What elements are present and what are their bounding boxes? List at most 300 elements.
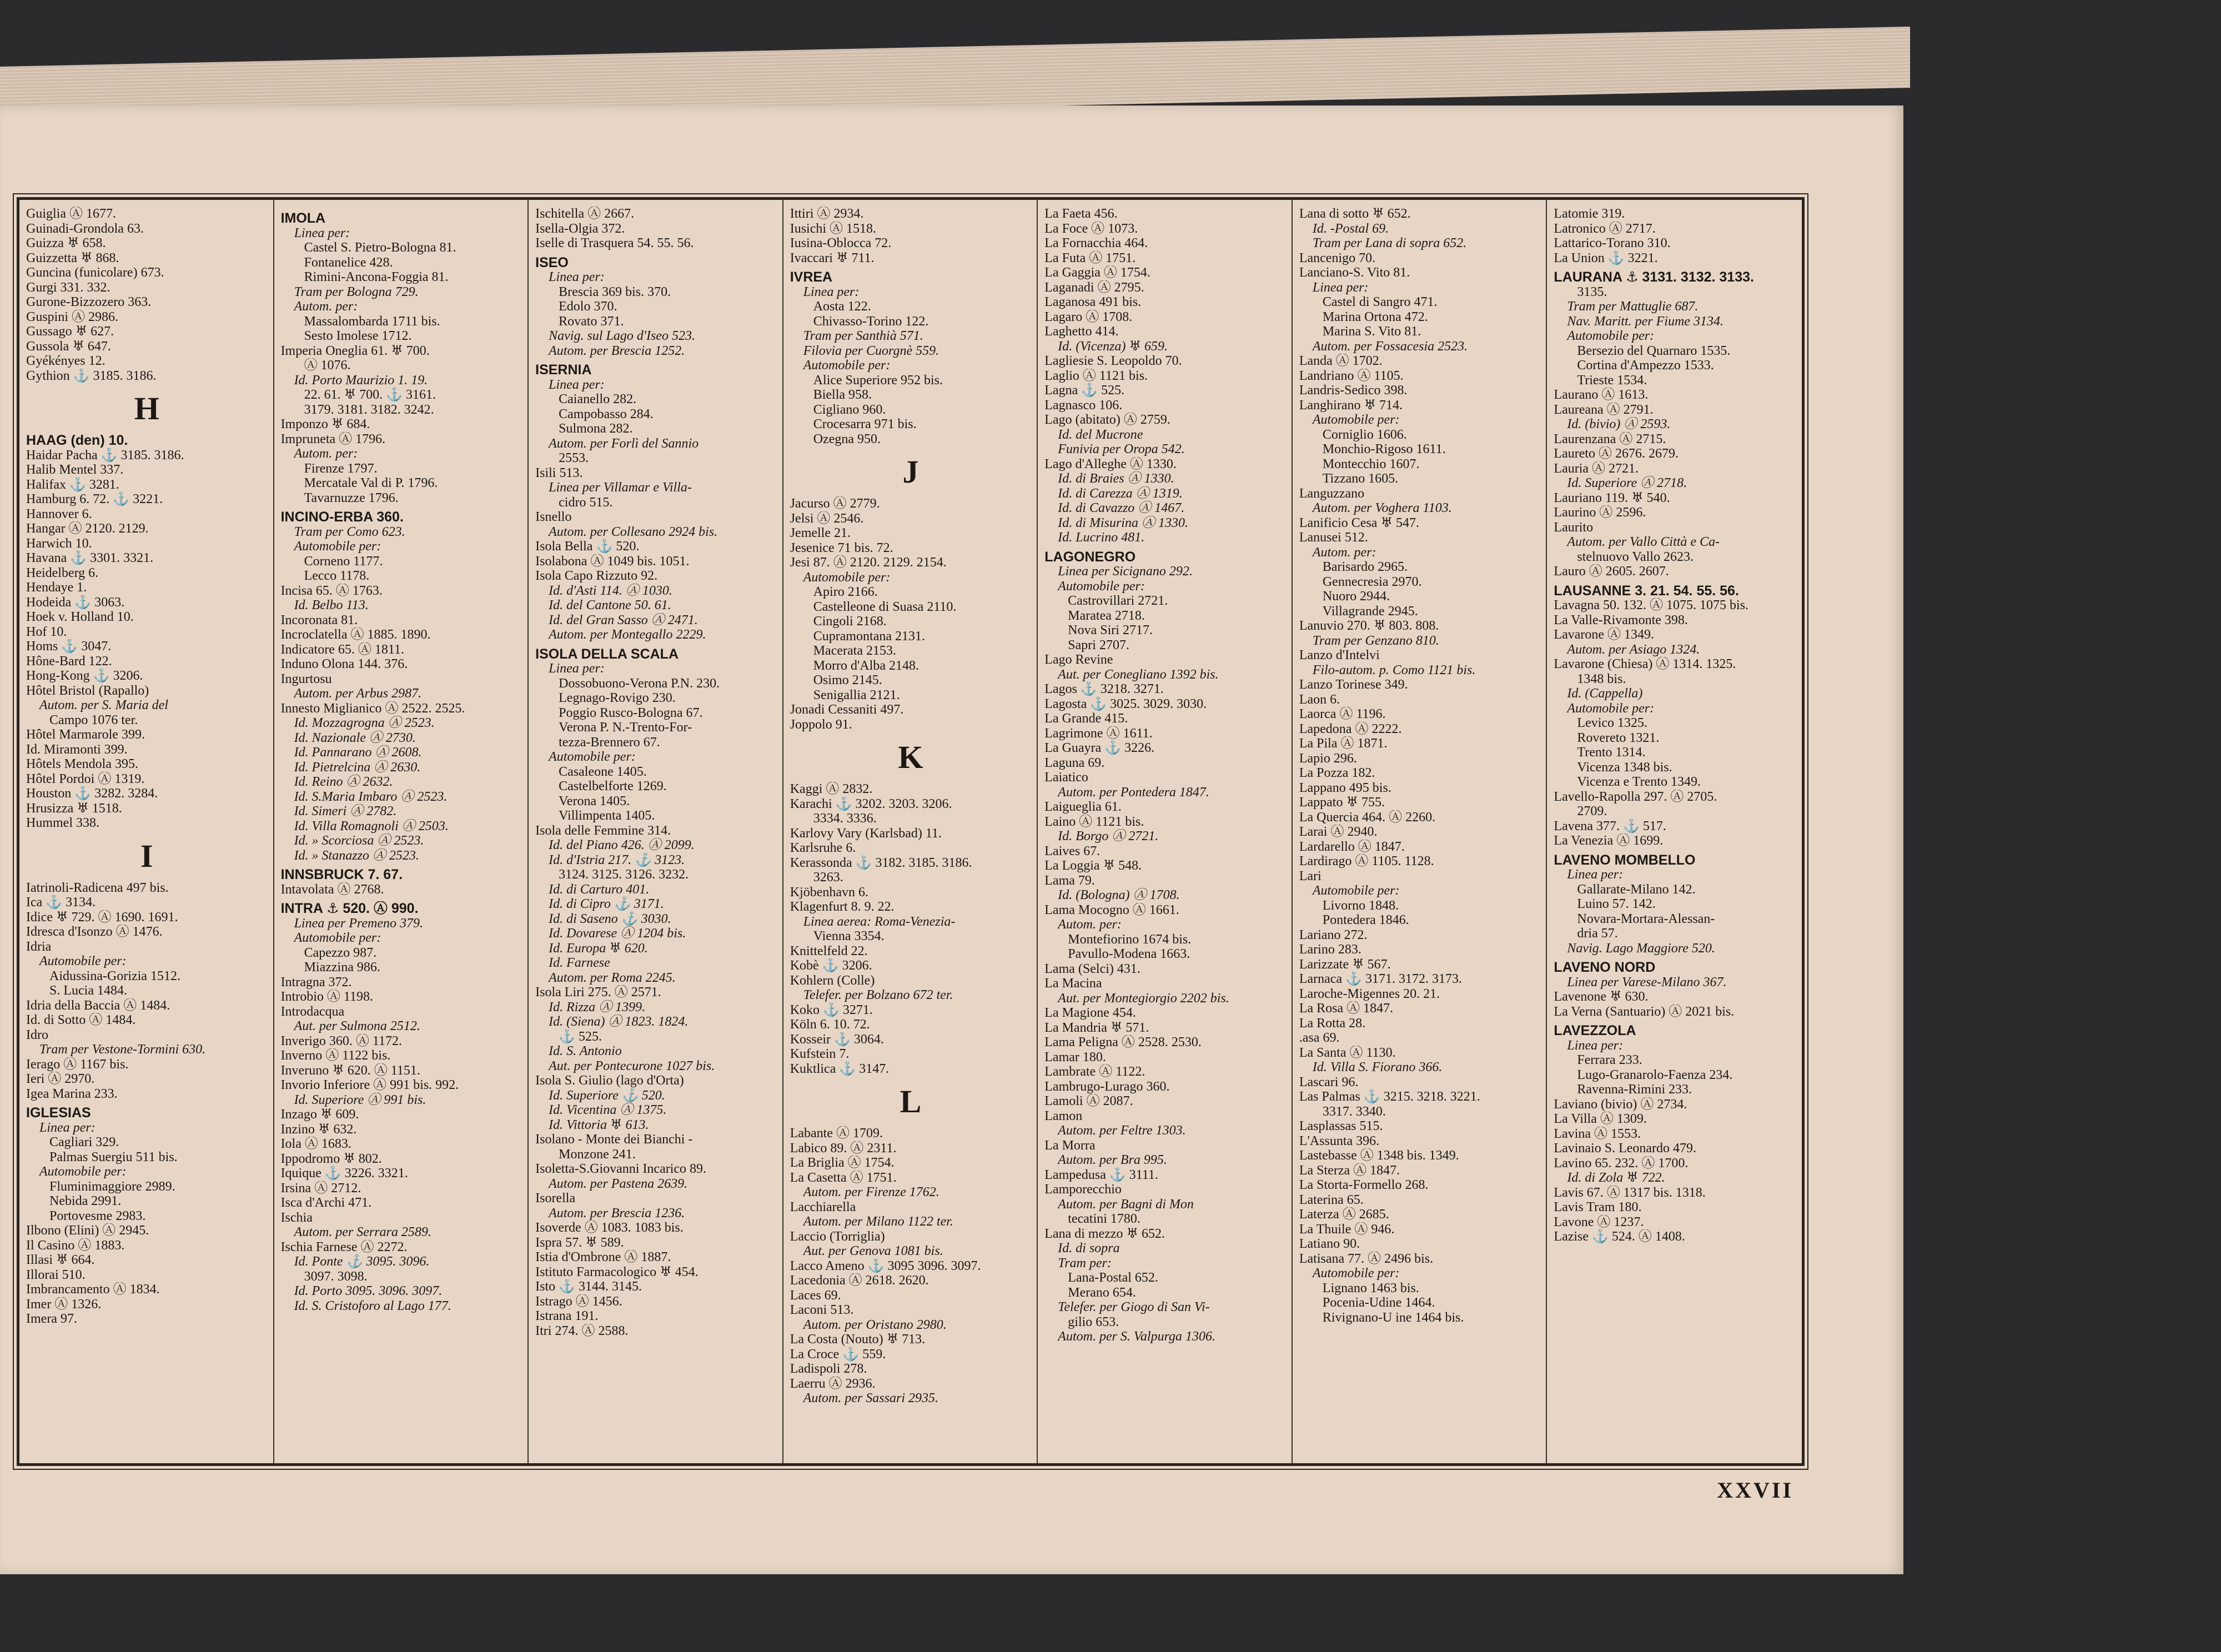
index-entry: Itri 274. Ⓐ 2588. (535, 1323, 629, 1338)
index-entry: Laghetto 414. (1044, 324, 1119, 339)
index-entry: Lago Revine (1044, 652, 1113, 667)
index-heading: IVREA (790, 270, 833, 285)
index-entry: Landris-Sedico 398. (1299, 383, 1408, 398)
index-entry: La Briglia Ⓐ 1754. (790, 1156, 895, 1170)
index-heading: INNSBRUCK 7. 67. (280, 867, 403, 882)
index-entry: Illasi ♅ 664. (26, 1253, 95, 1267)
index-column-6 (1293, 200, 1547, 1463)
index-entry: Laurino Ⓐ 2596. (1554, 505, 1646, 520)
index-entry: Gussola ♅ 647. (26, 339, 111, 354)
index-subentry: Nav. Maritt. per Fiume 3134. (1567, 314, 1723, 329)
index-entry: Landriano Ⓐ 1105. (1299, 368, 1404, 383)
index-subentry: Autom. per Voghera 1103. (1312, 501, 1452, 515)
index-entry: Inverigo 360. Ⓐ 1172. (280, 1033, 402, 1048)
index-subentry: Autom. per: (1312, 545, 1376, 560)
index-subentry: 3263. (813, 870, 843, 885)
index-entry: Ivaccari ♅ 711. (790, 250, 875, 265)
index-subentry: Id. Pietrelcina Ⓐ 2630. (294, 760, 421, 775)
index-entry: Labante Ⓐ 1709. (790, 1126, 883, 1141)
index-entry: Lancenigo 70. (1299, 250, 1376, 265)
index-subentry: Aut. per Genova 1081 bis. (803, 1244, 943, 1258)
index-entry: Jacurso Ⓐ 2779. (790, 496, 880, 511)
index-entry: Hendaye 1. (26, 580, 87, 595)
index-entry: Jelsi Ⓐ 2546. (790, 511, 864, 526)
index-entry: Kjöbenhavn 6. (790, 885, 869, 900)
index-entry: Larnaca ⚓ 3171. 3172. 3173. (1299, 972, 1462, 986)
index-entry: Isola Bella ⚓ 520. (535, 539, 640, 554)
index-entry: Laino Ⓐ 1121 bis. (1044, 814, 1144, 829)
index-subentry: Id. (Cappella) (1567, 686, 1643, 701)
index-subentry: Castel S. Pietro-Bologna 81. (304, 240, 456, 255)
index-subentry: Castel di Sangro 471. (1322, 295, 1438, 309)
index-entry: Lavinaio S. Leonardo 479. (1554, 1141, 1697, 1156)
index-entry: Laurito (1554, 520, 1594, 535)
index-subentry: Sapri 2707. (1068, 637, 1129, 652)
index-subentry: Livorno 1848. (1322, 898, 1399, 913)
index-entry: Guiglia Ⓐ 1677. (26, 207, 116, 221)
index-subentry: Capezzo 987. (304, 945, 377, 960)
index-entry: Lana di sotto ♅ 652. (1299, 207, 1411, 221)
index-entry: Hrusizza ♅ 1518. (26, 801, 122, 816)
index-entry: Lagosta ⚓ 3025. 3029. 3030. (1044, 696, 1207, 711)
index-subentry: Linea per: (39, 1120, 96, 1135)
index-entry: Idria (26, 939, 52, 954)
index-entry: Gurgi 331. 332. (26, 280, 110, 295)
index-subentry: Id. Ponte ⚓ 3095. 3096. (294, 1254, 430, 1269)
index-entry: Larino 283. (1299, 942, 1361, 957)
index-entry: Lavis Tram 180. (1554, 1200, 1642, 1214)
index-entry: La Santa Ⓐ 1130. (1299, 1045, 1396, 1060)
section-letter: J (902, 454, 919, 490)
index-entry: Hôtel Pordoi Ⓐ 1319. (26, 771, 145, 786)
index-entry: Halib Mentel 337. (26, 463, 124, 477)
index-entry: Lavarone Ⓐ 1349. (1554, 627, 1655, 642)
index-entry: Lavarone (Chiesa) Ⓐ 1314. 1325. (1554, 657, 1736, 671)
index-entry: Lamar 180. (1044, 1050, 1106, 1064)
index-entry: Kerassonda ⚓ 3182. 3185. 3186. (790, 855, 972, 870)
index-entry: Hôtels Mendola 395. (26, 757, 138, 771)
index-entry: Idice ♅ 729. Ⓐ 1690. 1691. (26, 910, 178, 925)
index-entry: Laureana Ⓐ 2791. (1554, 402, 1654, 417)
index-subentry: Linea per Varese-Milano 367. (1567, 975, 1727, 990)
index-entry: Lacco Ameno ⚓ 3095 3096. 3097. (790, 1258, 981, 1273)
index-column-3 (529, 200, 783, 1463)
index-subentry: 3135. (1577, 284, 1607, 299)
index-entry: Ladispoli 278. (790, 1362, 867, 1376)
index-subentry: Autom. per Feltre 1303. (1058, 1123, 1186, 1138)
index-entry: Istrago Ⓐ 1456. (535, 1294, 622, 1309)
index-subentry: Automobile per: (294, 931, 381, 945)
index-subentry: Autom. per Milano 1122 ter. (803, 1214, 953, 1229)
index-entry: Lardirago Ⓐ 1105. 1128. (1299, 854, 1434, 868)
index-subentry: Aut. per Conegliano 1392 bis. (1058, 667, 1219, 682)
index-entry: Lamon (1044, 1108, 1083, 1123)
index-entry: Lagrimone Ⓐ 1611. (1044, 726, 1153, 741)
index-subentry: Trento 1314. (1577, 745, 1646, 760)
index-entry: Introbio Ⓐ 1198. (280, 990, 373, 1004)
index-subentry: Linea per Sicignano 292. (1058, 564, 1193, 579)
index-subentry: Id. S. Antonio (549, 1044, 622, 1058)
index-entry: Lama Mocogno Ⓐ 1661. (1044, 902, 1179, 917)
index-subentry: Morro d'Alba 2148. (813, 658, 919, 673)
index-entry: Lamoli Ⓐ 2087. (1044, 1094, 1133, 1108)
index-entry: Lama 79. (1044, 873, 1095, 888)
index-subentry: Autom. per: (294, 446, 358, 461)
index-subentry: Castelbelforte 1269. (559, 779, 667, 794)
index-entry: Lavena 377. ⚓ 517. (1554, 819, 1666, 833)
index-entry: La Mandria ♅ 571. (1044, 1020, 1149, 1035)
index-subentry: Macerata 2153. (813, 644, 896, 658)
index-subentry: S. Lucia 1484. (49, 983, 127, 998)
index-subentry: Id. Vittoria ♅ 613. (549, 1117, 649, 1132)
index-entry: Imbrancamento Ⓐ 1834. (26, 1282, 160, 1297)
index-subentry: Id. (bivio) Ⓐ 2593. (1567, 417, 1671, 431)
index-heading: LAVENO MOMBELLO (1554, 852, 1696, 867)
index-subentry: Automobile per: (803, 358, 891, 373)
index-entry: Ieri Ⓐ 2970. (26, 1072, 95, 1086)
index-entry: Karachi ⚓ 3202. 3203. 3206. (790, 796, 952, 811)
index-heading: ISOLA DELLA SCALA (535, 646, 679, 661)
index-subentry: Tram per Lana di sopra 652. (1312, 236, 1467, 250)
index-entry: Ica ⚓ 3134. (26, 895, 96, 910)
index-column-2 (274, 200, 529, 1463)
index-entry: Idro (26, 1027, 48, 1042)
index-entry: Iselle di Trasquera 54. 55. 56. (535, 236, 694, 250)
index-subentry: Tizzano 1605. (1322, 471, 1399, 486)
index-entry: Lasplassas 515. (1299, 1119, 1383, 1133)
index-entry: Gyékényes 12. (26, 354, 105, 368)
index-entry: Lauriano 119. ♅ 540. (1554, 490, 1670, 505)
index-subentry: Id. Borgo Ⓐ 2721. (1058, 829, 1159, 843)
index-entry: La Casetta Ⓐ 1751. (790, 1170, 897, 1185)
index-entry: Houston ⚓ 3282. 3284. (26, 786, 158, 801)
index-subentry: Massalombarda 1711 bis. (304, 314, 440, 329)
index-subentry: Lugo-Granarolo-Faenza 234. (1577, 1067, 1733, 1082)
index-subentry: Autom. per S. Valpurga 1306. (1058, 1329, 1216, 1344)
index-entry: Hong-Kong ⚓ 3206. (26, 669, 143, 683)
index-subentry: Cortina d'Ampezzo 1533. (1577, 358, 1714, 373)
index-subentry: Id. Superiore ⚓ 520. (549, 1088, 665, 1103)
index-entry: Lagna ⚓ 525. (1044, 383, 1125, 398)
index-subentry: Casaleone 1405. (559, 764, 647, 779)
index-subentry: Id. di Misurina Ⓐ 1330. (1058, 515, 1188, 530)
index-entry: Lazise ⚓ 524. Ⓐ 1408. (1554, 1229, 1685, 1244)
index-heading: ISEO (535, 255, 569, 270)
index-subentry: Verona 1405. (559, 794, 630, 809)
index-subentry: Id. del Mucrone (1058, 427, 1143, 442)
index-entry: Induno Olona 144. 376. (280, 657, 408, 671)
index-subentry: 2553. (559, 451, 589, 465)
index-subentry: Id. S.Maria Imbaro Ⓐ 2523. (294, 789, 448, 804)
index-subentry: Automobile per: (549, 750, 636, 764)
index-entry: Laon 6. (1299, 692, 1340, 707)
index-subentry: Lana-Postal 652. (1068, 1271, 1158, 1285)
index-subentry: Osimo 2145. (813, 673, 882, 687)
index-entry: Gurone-Bizzozero 363. (26, 295, 152, 309)
index-subentry: Tram per: (1058, 1256, 1112, 1271)
index-subentry: 2709. (1577, 804, 1607, 819)
index-subentry: cidro 515. (559, 495, 613, 510)
index-heading: LAVENO NORD (1554, 960, 1656, 975)
index-subentry: Gennecresia 2970. (1322, 574, 1422, 589)
index-subentry: Id. Dovarese Ⓐ 1204 bis. (549, 926, 686, 941)
index-entry: Lavenone ♅ 630. (1554, 990, 1649, 1004)
index-subentry: 3124. 3125. 3126. 3232. (559, 867, 689, 882)
index-subentry: Autom. per Bra 995. (1058, 1153, 1167, 1167)
index-entry: Lanusei 512. (1299, 530, 1368, 545)
index-entry: La Storta-Formello 268. (1299, 1178, 1429, 1192)
index-entry: Laroche-Migennes 20. 21. (1299, 986, 1440, 1001)
index-entry: Laerru Ⓐ 2936. (790, 1376, 876, 1391)
index-subentry: Caianello 282. (559, 392, 637, 406)
index-entry: Incoronata 81. (280, 612, 358, 627)
index-subentry: Tram per Como 623. (294, 524, 405, 539)
index-entry: Lagliesie S. Leopoldo 70. (1044, 354, 1182, 368)
index-entry: Jesi 87. Ⓐ 2120. 2129. 2154. (790, 555, 947, 570)
index-entry: Lavagna 50. 132. Ⓐ 1075. 1075 bis. (1554, 598, 1749, 612)
index-subentry: Id. del Cantone 50. 61. (549, 598, 671, 612)
index-subentry: Gallarate-Milano 142. (1577, 882, 1696, 897)
index-entry: La Villa Ⓐ 1309. (1554, 1112, 1647, 1126)
index-entry: Languzzano (1299, 486, 1365, 501)
index-subentry: Tram per Genzano 810. (1312, 633, 1439, 648)
index-heading: LAGONEGRO (1044, 549, 1136, 564)
index-entry: Lambrate Ⓐ 1122. (1044, 1064, 1145, 1079)
index-subentry: Autom. per Oristano 2980. (803, 1317, 947, 1332)
index-entry: Lama Peligna Ⓐ 2528. 2530. (1044, 1035, 1202, 1050)
index-entry: Jonadi Cessaniti 497. (790, 702, 904, 717)
index-entry: Idria della Baccia Ⓐ 1484. (26, 998, 170, 1013)
index-subentry: Automobile per: (1058, 579, 1145, 594)
index-entry: Lago (abitato) Ⓐ 2759. (1044, 413, 1170, 427)
index-entry: Las Palmas ⚓ 3215. 3218. 3221. (1299, 1089, 1480, 1104)
index-entry: Homs ⚓ 3047. (26, 639, 112, 654)
index-entry: Laorca Ⓐ 1196. (1299, 707, 1386, 721)
index-subentry: Linea per: (549, 270, 605, 284)
index-subentry: Autom. per Asiago 1324. (1567, 642, 1700, 657)
index-entry: La Gaggia Ⓐ 1754. (1044, 265, 1150, 280)
index-heading: LAVEZZOLA (1554, 1023, 1636, 1038)
index-entry: Latiano 90. (1299, 1237, 1360, 1251)
index-subentry: Vienna 3354. (813, 929, 885, 943)
index-entry: Ierago Ⓐ 1167 bis. (26, 1057, 129, 1072)
index-column-7 (1547, 200, 1802, 1463)
index-subentry: Rovereto 1321. (1577, 730, 1660, 745)
index-subentry: Navig. sul Lago d'Iseo 523. (549, 329, 695, 343)
index-subentry: Id. di sopra (1058, 1241, 1120, 1256)
index-entry: La Futa Ⓐ 1751. (1044, 250, 1136, 265)
index-entry: Lariano 272. (1299, 927, 1368, 942)
index-entry: La Verna (Santuario) Ⓐ 2021 bis. (1554, 1004, 1735, 1019)
index-entry: Harwich 10. (26, 536, 92, 551)
index-entry: Lapio 296. (1299, 751, 1357, 766)
index-entry: Lauria Ⓐ 2721. (1554, 461, 1639, 476)
index-entry: Lanuvio 270. ♅ 803. 808. (1299, 619, 1439, 633)
index-subentry: Id. Pannarano Ⓐ 2608. (294, 745, 422, 760)
index-subentry: Aosta 122. (813, 299, 871, 314)
index-subentry: Campo 1076 ter. (49, 712, 138, 727)
index-subentry: Linea per: (803, 284, 860, 299)
index-entry: Illorai 510. (26, 1267, 86, 1282)
index-subentry: Id. (Vicenza) ♅ 659. (1058, 339, 1168, 354)
index-entry: Ispra 57. ♅ 589. (535, 1235, 624, 1250)
index-subentry: Marina Ortona 472. (1322, 309, 1428, 324)
index-subentry: Id. Nazionale Ⓐ 2730. (294, 730, 416, 745)
index-entry: Lavello-Rapolla 297. Ⓐ 2705. (1554, 789, 1717, 804)
index-entry: Latomie 319. (1554, 207, 1625, 221)
index-subentry: Castrovillari 2721. (1068, 594, 1168, 608)
index-entry: Iquique ⚓ 3226. 3321. (280, 1166, 408, 1181)
index-entry: Isella-Olgia 372. (535, 221, 625, 236)
index-entry: Isola Liri 275. Ⓐ 2571. (535, 985, 661, 1000)
index-entry: Kufstein 7. (790, 1047, 850, 1061)
index-entry: Istrana 191. (535, 1309, 599, 1323)
index-subentry: Biella 958. (813, 388, 872, 402)
index-subentry: Automobile per: (1567, 701, 1655, 716)
index-entry: Laganadi Ⓐ 2795. (1044, 280, 1144, 295)
index-subentry: Sesto Imolese 1712. (304, 329, 412, 343)
index-subentry: Automobile per: (39, 954, 127, 968)
index-subentry: Id. del Gran Sasso Ⓐ 2471. (549, 612, 698, 627)
index-entry: Incroclatella Ⓐ 1885. 1890. (280, 627, 431, 642)
index-column-1 (19, 200, 274, 1463)
index-subentry: Levico 1325. (1577, 716, 1648, 730)
index-entry: La Croce ⚓ 559. (790, 1347, 886, 1362)
index-entry: Latronico Ⓐ 2717. (1554, 221, 1656, 236)
index-subentry: Pavullo-Modena 1663. (1068, 947, 1190, 961)
index-entry: Isorella (535, 1191, 576, 1206)
index-subentry: 22. 61. ♅ 700. ⚓ 3161. (304, 388, 436, 402)
index-subentry: Edolo 370. (559, 299, 617, 314)
index-subentry: Automobile per: (1312, 413, 1400, 427)
index-entry: Ittiri Ⓐ 2934. (790, 207, 864, 221)
index-entry: Hôtel Marmarole 399. (26, 727, 145, 742)
index-entry: Iusina-Oblocca 72. (790, 236, 892, 250)
index-entry: Isili 513. (535, 465, 583, 480)
index-entry: Ippodromo ♅ 802. (280, 1151, 382, 1166)
index-subentry: Corniglio 1606. (1322, 427, 1407, 442)
index-entry: Havana ⚓ 3301. 3321. (26, 551, 154, 565)
index-entry: Karlsruhe 6. (790, 841, 856, 855)
index-subentry: 1348 bis. (1577, 671, 1626, 686)
index-subentry: Id. (Bologna) Ⓐ 1708. (1058, 888, 1180, 902)
index-entry: Indicatore 65. Ⓐ 1811. (280, 642, 404, 657)
index-heading: HAAG (den) 10. (26, 433, 128, 448)
index-entry: Laganosa 491 bis. (1044, 295, 1142, 309)
index-heading: INTRA ⚓ 520. Ⓐ 990. (280, 901, 419, 916)
index-entry: Halifax ⚓ 3281. (26, 477, 119, 492)
index-entry: Guspini Ⓐ 2986. (26, 309, 119, 324)
index-subentry: Id. Villa Romagnoli Ⓐ 2503. (294, 819, 449, 833)
index-entry: Inzago ♅ 609. (280, 1107, 359, 1122)
index-subentry: Linea aerea: Roma-Venezia- (803, 914, 956, 929)
index-subentry: Firenze 1797. (304, 461, 378, 476)
index-entry: La Magione 454. (1044, 1006, 1136, 1020)
index-entry: Kaggi Ⓐ 2832. (790, 782, 873, 796)
index-subentry: Fontanelice 428. (304, 255, 393, 270)
index-entry: Irsina Ⓐ 2712. (280, 1181, 361, 1196)
index-entry: Langhirano ♅ 714. (1299, 398, 1403, 413)
index-entry: Hôtel Bristol (Rapallo) (26, 683, 149, 698)
index-subentry: Telefer. per Giogo di San Vi- (1058, 1300, 1210, 1314)
index-entry: Lama (Selci) 431. (1044, 961, 1140, 976)
index-entry: La Pozza 182. (1299, 766, 1375, 780)
index-subentry: Id. -Postal 69. (1312, 221, 1389, 236)
index-heading: IGLESIAS (26, 1106, 91, 1121)
index-subentry: Merano 654. (1068, 1285, 1136, 1300)
index-subentry: Autom. per Pontedera 1847. (1058, 785, 1209, 800)
index-subentry: Id. Superiore Ⓐ 2718. (1567, 476, 1687, 490)
index-subentry: Sulmona 282. (559, 421, 633, 436)
index-subentry: Automobile per: (294, 539, 381, 554)
index-entry: Lagnasco 106. (1044, 398, 1123, 413)
index-subentry: Id. di Carezza Ⓐ 1319. (1058, 486, 1183, 501)
index-entry: Karlovy Vary (Karlsbad) 11. (790, 826, 942, 841)
index-subentry: Aut. per Pontecurone 1027 bis. (549, 1058, 715, 1073)
index-entry: Hodeida ⚓ 3063. (26, 595, 125, 610)
index-subentry: Id. Belbo 113. (294, 598, 369, 612)
index-entry: Laconi 513. (790, 1303, 854, 1317)
index-entry: Hummel 338. (26, 816, 99, 830)
index-entry: Laglio Ⓐ 1121 bis. (1044, 368, 1148, 383)
index-entry: Inverno Ⓐ 1122 bis. (280, 1048, 391, 1063)
index-entry: Hannover 6. (26, 506, 92, 521)
index-subentry: Id. di Zola ♅ 722. (1567, 1171, 1665, 1185)
index-subentry: Nuoro 2944. (1322, 589, 1390, 604)
index-entry: Laives 67. (1044, 843, 1101, 858)
index-entry: Lavina Ⓐ 1553. (1554, 1126, 1641, 1141)
index-subentry: Senigallia 2121. (813, 687, 900, 702)
index-entry: Latisana 77. Ⓐ 2496 bis. (1299, 1251, 1434, 1266)
index-entry: Lauro Ⓐ 2605. 2607. (1554, 564, 1669, 579)
index-entry: Lanzo d'Intelvi (1299, 648, 1380, 662)
index-subentry: Linea per: (1312, 280, 1369, 295)
index-subentry: Lignano 1463 bis. (1322, 1281, 1419, 1296)
index-subentry: Montecchio 1607. (1322, 456, 1420, 471)
index-entry: La Pila Ⓐ 1871. (1299, 736, 1388, 751)
index-subentry: Pocenia-Udine 1464. (1322, 1296, 1435, 1310)
index-entry: Iola Ⓐ 1683. (280, 1137, 351, 1151)
index-subentry: Id. Farnese (549, 956, 610, 970)
index-subentry: Ozegna 950. (813, 431, 881, 446)
section-letter: I (140, 838, 153, 874)
index-entry: Incisa 65. Ⓐ 1763. (280, 583, 383, 598)
index-entry: Lampedusa ⚓ 3111. (1044, 1167, 1159, 1182)
index-entry: La Guayra ⚓ 3226. (1044, 741, 1155, 755)
index-subentry: Lecco 1178. (304, 569, 370, 583)
index-entry: Kohlern (Colle) (790, 973, 875, 988)
index-entry: Intavolata Ⓐ 2768. (280, 882, 384, 897)
index-subentry: Telefer. per Bolzano 672 ter. (803, 988, 953, 1002)
index-entry: La Foce Ⓐ 1073. (1044, 221, 1138, 236)
index-entry: Invorio Inferiore Ⓐ 991 bis. 992. (280, 1078, 459, 1092)
index-subentry: Novara-Mortara-Alessan- (1577, 911, 1715, 926)
index-subentry: Rovato 371. (559, 314, 624, 329)
index-subentry: Autom. per Bagni di Mon (1058, 1197, 1194, 1212)
index-entry: Lavone Ⓐ 1237. (1554, 1214, 1644, 1229)
index-subentry: Automobile per: (1312, 1266, 1400, 1281)
index-entry: Lagaro Ⓐ 1708. (1044, 309, 1133, 324)
index-subentry: Barisardo 2965. (1322, 560, 1408, 574)
index-entry: Guinadi-Grondola 63. (26, 221, 144, 236)
index-entry: La Costa (Nouto) ♅ 713. (790, 1332, 926, 1347)
index-entry: Larai Ⓐ 2940. (1299, 825, 1378, 839)
index-subentry: Rimini-Ancona-Foggia 81. (304, 270, 449, 284)
index-entry: Haidar Pacha ⚓ 3185. 3186. (26, 448, 184, 463)
index-subentry: Id. Simeri Ⓐ 2782. (294, 804, 397, 819)
index-subentry: Rivignano-U ine 1464 bis. (1322, 1310, 1464, 1325)
index-subentry: Ferrara 233. (1577, 1053, 1642, 1067)
